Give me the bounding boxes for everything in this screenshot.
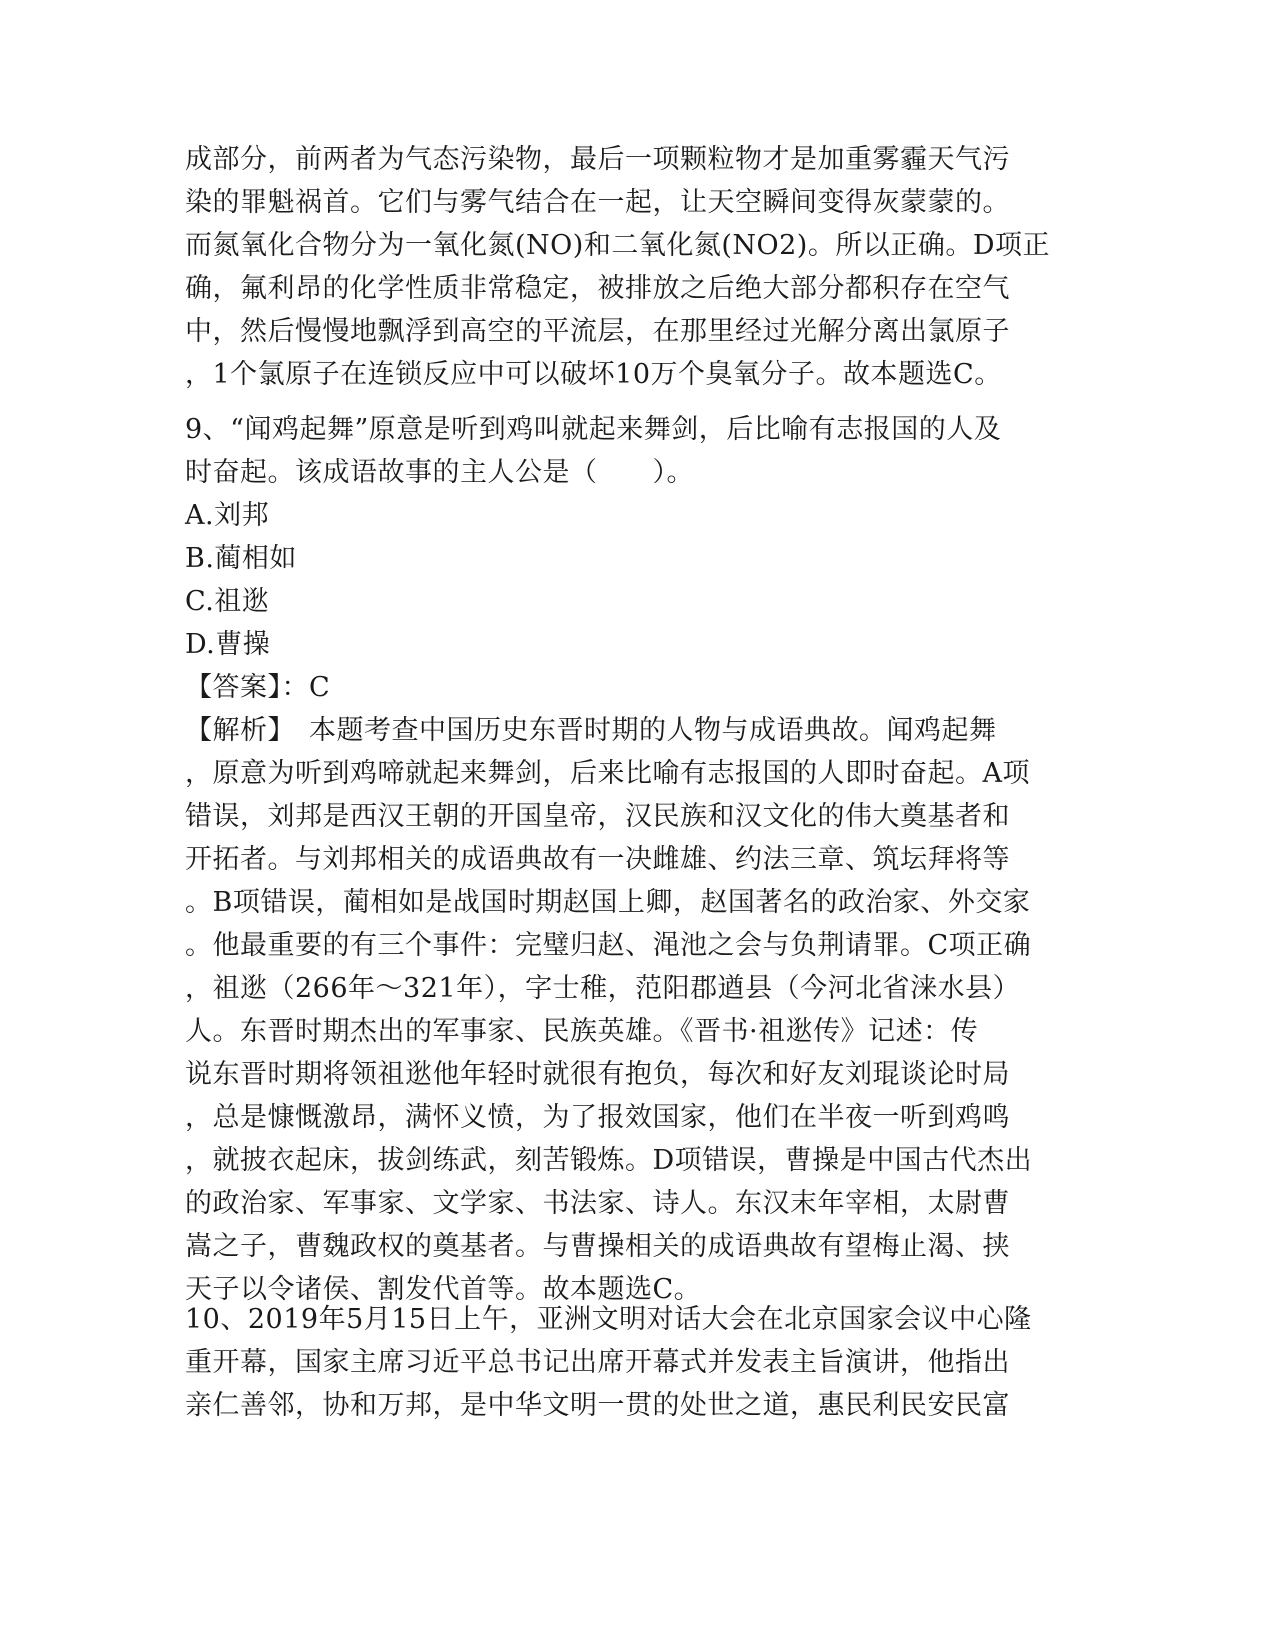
question-stem-line: 亲仁善邻，协和万邦，是中华文明一贯的处世之道，惠民利民安民富 [185,1390,1010,1421]
explanation-line: ，总是慷慨激昂，满怀义愤，为了报效国家，他们在半夜一听到鸡鸣 [185,1102,1010,1133]
question-stem-line: 10、2019年5月15日上午，亚洲文明对话大会在北京国家会议中心隆 [185,1304,1032,1335]
question-9 [185,408,1085,1311]
explanation-line: 。B项错误，蔺相如是战国时期赵国上卿，赵国著名的政治家、外交家 [185,887,1031,918]
question-9-answer [185,666,1085,709]
question-10 [185,1298,1085,1427]
explanation-line: 开拓者。与刘邦相关的成语典故有一决雌雄、约法三章、筑坛拜将等 [185,844,1010,875]
explanation-line: 天子以令诸侯、割发代首等。故本题选C。 [185,1274,702,1305]
prev-explanation-line: 染的罪魁祸首。它们与雾气结合在一起，让天空瞬间变得灰蒙蒙的。 [185,187,1010,218]
prev-explanation-line: ，1个氯原子在连锁反应中可以破坏10万个臭氧分子。故本题选C。 [185,359,1002,390]
explanation-line: 错误，刘邦是西汉王朝的开国皇帝，汉民族和汉文化的伟大奠基者和 [185,801,1010,832]
explanation-line: 说东晋时期将领祖逖他年轻时就很有抱负，每次和好友刘琨谈论时局 [185,1059,1010,1090]
question-stem-line: 时奋起。该成语故事的主人公是（ ）。 [185,457,694,488]
explanation-line: 。他最重要的有三个事件：完璧归赵、渑池之会与负荆请罪。C项正确 [185,930,1032,961]
explanation-line: 的政治家、军事家、文学家、书法家、诗人。东汉末年宰相，太尉曹 [185,1188,1010,1219]
question-stem-line: 重开幕，国家主席习近平总书记出席开幕式并发表主旨演讲，他指出 [185,1347,1010,1378]
prev-explanation-line: 成部分，前两者为气态污染物，最后一项颗粒物才是加重雾霾天气污 [185,144,1010,175]
option-a: A.刘邦 [185,500,270,531]
prev-explanation-line: 而氮氧化合物分为一氧化氮(NO)和二氧化氮(NO2)。所以正确。D项正 [185,230,1050,261]
explanation-line: 【解析】 本题考查中国历史东晋时期的人物与成语典故。闻鸡起舞 [185,715,997,746]
explanation-line: 人。东晋时期杰出的军事家、民族英雄。《晋书·祖逖传》记述：传 [185,1016,979,1047]
option-d: D.曹操 [185,629,271,660]
answer-line: 【答案】：C [185,672,331,703]
prev-explanation [185,138,1085,396]
explanation-line: ，就披衣起床，拔剑练武，刻苦锻炼。D项错误，曹操是中国古代杰出 [185,1145,1033,1176]
option-b: B.蔺相如 [185,543,297,574]
option-c: C.祖逖 [185,586,270,617]
prev-explanation-line: 确，氟利昂的化学性质非常稳定，被排放之后绝大部分都积存在空气 [185,273,1010,304]
explanation-line: ，祖逖（266年～321年），字士稚，范阳郡遒县（今河北省涞水县） [185,973,1021,1004]
question-9-options [185,494,1085,666]
prev-explanation-line: 中，然后慢慢地飘浮到高空的平流层，在那里经过光解分离出氯原子 [185,316,1010,347]
question-10-stem [185,1298,1085,1427]
question-9-stem [185,408,1085,494]
question-9-explanation [185,709,1085,1311]
question-stem-line: 9、“闻鸡起舞”原意是听到鸡叫就起来舞剑，后比喻有志报国的人及 [185,414,1002,445]
explanation-line: 嵩之子，曹魏政权的奠基者。与曹操相关的成语典故有望梅止渴、挟 [185,1231,1010,1262]
explanation-line: ，原意为听到鸡啼就起来舞剑，后来比喻有志报国的人即时奋起。A项 [185,758,1030,789]
